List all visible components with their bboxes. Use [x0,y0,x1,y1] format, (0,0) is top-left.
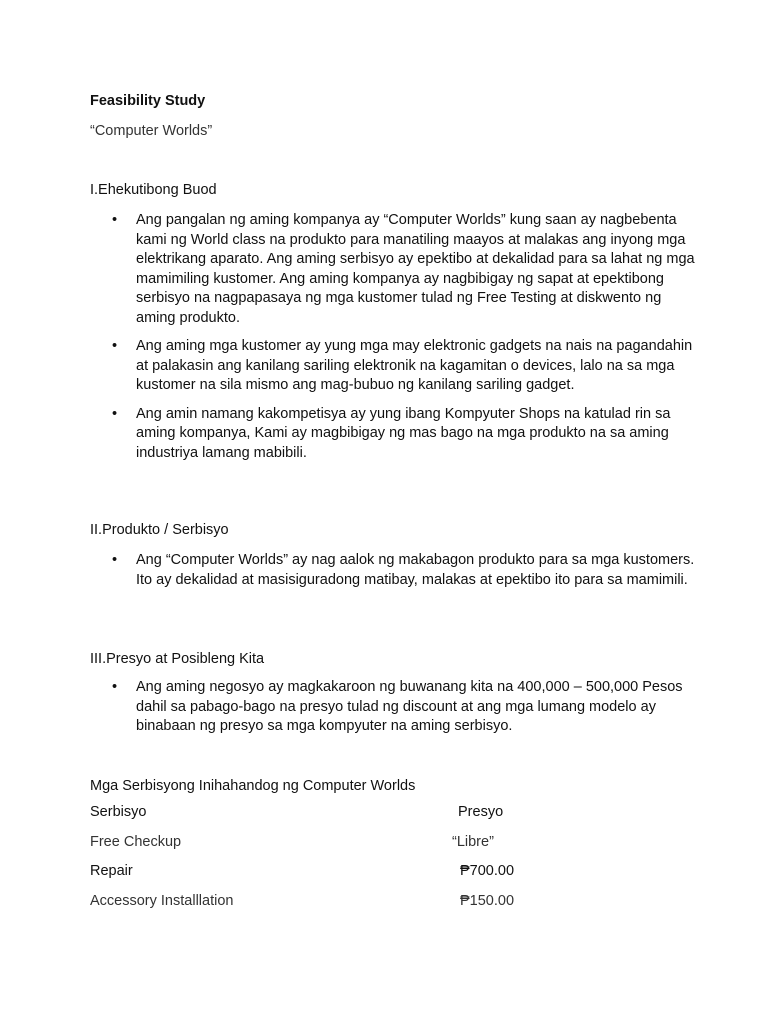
list-item-text: Ang aming mga kustomer ay yung mga may elektronic gadgets na nais na pagandahin at palakasin ang kanilang sariling elektronik na kagamitan o devices, lalo na sa mga kustomer na sila mismo ang mag-bubuo ng kanilang sariling gadget. [136,338,693,393]
bullet-icon: • [112,552,118,568]
service-price: ₱700.00 [460,863,515,879]
section-1-bullet-list [112,211,702,472]
bullet-icon: • [112,405,118,422]
bullet-icon: • [112,212,118,228]
list-item-text: Ang pangalan ng aming kompanya ay “Computer Worlds” kung saan ay nagbebenta kami ng World class na produkto para manatiling maayos at malakas ang inyong mga elektrikang aparato. Ang aming serbisyo ay epektibo at dekalidad para sa lahat ng mga mamimiling kustomer. Ang aming kompanya ay nagbibigay ng sapat at epektibong serbisyo na nagpapasaya ng mga kustomer tulad ng Free Testing at diskwento ng aming produkto. [136,212,695,326]
table-header-row [90,804,650,834]
services-heading: Mga Serbisyong Inihahandog ng Computer Worlds [90,778,416,794]
list-item [112,678,702,737]
column-header-presyo: Presyo [458,804,504,820]
section-3-bullet-list [112,678,702,746]
section-2-bullet-list [112,551,702,599]
list-item [112,337,702,396]
list-item [112,405,702,464]
section-heading-ehekutibong-buod: I.Ehekutibong Buod [90,182,217,198]
service-name: Accessory Installlation [90,892,234,909]
bullet-icon: • [112,679,118,695]
section-heading-produkto-serbisyo: II.Produkto / Serbisyo [90,522,229,538]
bullet-icon: • [112,338,118,354]
service-price: ₱150.00 [460,892,515,909]
services-table [90,804,650,922]
list-item [112,211,702,328]
service-price: “Libre” [452,833,494,850]
table-row [90,863,650,893]
list-item-text: Ang “Computer Worlds” ay nag aalok ng makabagon produkto para sa mga kustomers. Ito ay dekalidad at masisiguradong matibay, malakas at epektibo ito para sa mamimili. [136,552,695,588]
column-header-serbisyo: Serbisyo [90,804,147,820]
service-name: Free Checkup [90,833,182,850]
section-heading-presyo-at-posibleng-kita: III.Presyo at Posibleng Kita [90,651,265,667]
document-title: Feasibility Study [90,93,206,109]
table-row [90,893,650,923]
list-item-text: Ang amin namang kakompetisya ay yung ibang Kompyuter Shops na katulad rin sa aming kompanya, Kami ay magbibigay ng mas bago na mga produkto na sa aming industriya lamang mabibili. [136,405,671,461]
list-item-text: Ang aming negosyo ay magkakaroon ng buwanang kita na 400,000 – 500,000 Pesos dahil sa pabago-bago na presyo tulad ng discount at ang mga lumang modelo ay binabaan ng presyo sa mga kompyuter na aming serbisyo. [136,679,683,734]
document-subtitle: “Computer Worlds” [90,123,213,139]
service-name: Repair [90,863,133,879]
table-row [90,834,650,864]
list-item [112,551,702,590]
